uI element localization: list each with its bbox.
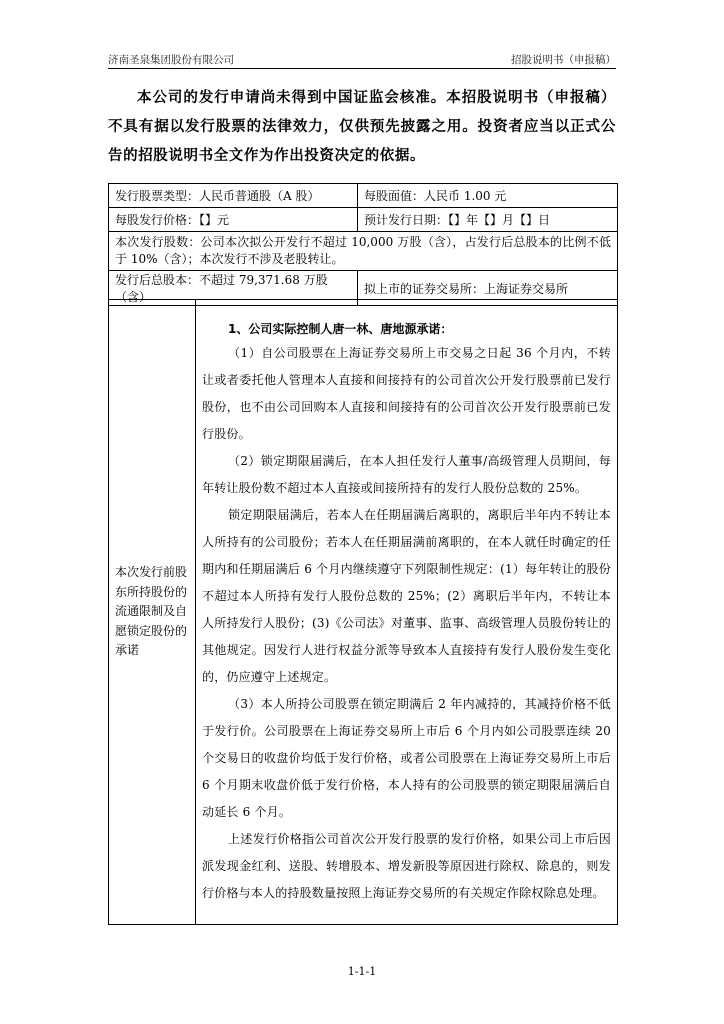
disclaimer-notice: 本公司的发行申请尚未得到中国证监会核准。本招股说明书（申报稿）不具有据以发行股票的法律效力，仅供预先披露之用。投资者应当以正式公告的招股说明书全文作为作出投资决定的依据。 xyxy=(108,90,616,164)
header-divider xyxy=(108,68,616,69)
lockup-content-cell xyxy=(196,300,618,925)
commitment-paragraph: （1）自公司股票在上海证券交易所上市交易之日起 36 个月内，不转让或者委托他人管理本人直接和间接持有的公司首次公开发行股票前已发行股份，也不由公司回购本人直接和间接持有的公司首次公开发行股票前已发行股份。 xyxy=(202,345,611,441)
lockup-label-cell: 本次发行前股东所持股份的流通限制及自愿锁定股份的承诺 xyxy=(109,300,196,925)
table-row xyxy=(109,208,618,232)
table-row xyxy=(109,300,618,925)
commitment-paragraph: （3）本人所持公司股票在锁定期满后 2 年内减持的，其减持价格不低于发行价。公司股票在上海证券交易所上市后 6 个月内如公司股票连续 20 个交易日的收盘价均低于发行价格，或者公司股票在上海证券交易所上市后 6 个月期末收盘价低于发行价格，本人持有的公司股票的锁定期限届满后自动延长 6 个月。 xyxy=(202,696,611,819)
stock-type-cell: 发行股票类型：人民币普通股（A 股） xyxy=(109,184,358,208)
company-name: 济南圣泉集团股份有限公司 xyxy=(108,54,234,66)
exchange-cell: 拟上市的证券交易所：上海证券交易所 xyxy=(358,271,618,306)
commitment-paragraph: 锁定期限届满后，若本人在任期届满后离职的，离职后半年内不转让本人所持有的公司股份；若本人在任期届满前离职的，在本人就任时确定的任期内和任期届满后 6 个月内继续遵守下列限制性规定：(1）每年转让的股份不超过本人所持有发行人股份总数的 25%；(2）离职后半年内，不转让本人所持发行人股份；(3)《公司法》对董事、监事、高级管理人员股份转让的其他规定。因发行人进行权益分派等导致本人直接持有发行人股份发生变化的，仍应遵守上述规定。 xyxy=(202,507,611,684)
commitment-paragraph: 上述发行价格指公司首次公开发行股票的发行价格，如果公司上市后因派发现金红利、送股、转增股本、增发新股等原因进行除权、除息的，则发行价格与本人的持股数量按照上海证券交易所的有关规定作除权除息处理。 xyxy=(202,831,611,900)
total-shares-cell: 发行后总股本：不超过 79,371.68 万股（含） xyxy=(109,271,358,306)
issue-shares-text: 本次发行股数：公司本次拟公开发行不超过 10,000 万股（含），占发行后总股本的比例不低于 10%（含）；本次发行不涉及老股转让。 xyxy=(115,234,611,266)
lockup-commitment-table xyxy=(108,299,618,925)
offering-summary-table xyxy=(108,183,618,306)
document-type: 招股说明书（申报稿） xyxy=(511,54,616,66)
issue-date-cell: 预计发行日期：【】年【】月【】日 xyxy=(358,208,618,232)
page-header xyxy=(108,50,616,70)
issue-shares-cell xyxy=(109,232,618,271)
page-number: 1-1-1 xyxy=(347,965,377,978)
commitment-title: 1、公司实际控制人唐一林、唐地源承诺： xyxy=(228,321,453,336)
issue-price-cell: 每股发行价格：【】元 xyxy=(109,208,358,232)
commitment-paragraph: （2）锁定期限届满后，在本人担任发行人董事/高级管理人员期间，每年转让股份数不超过本人直接或间接所持有的发行人股份总数的 25%。 xyxy=(202,453,611,495)
par-value-cell: 每股面值：人民币 1.00 元 xyxy=(358,184,618,208)
table-row xyxy=(109,184,618,208)
table-row xyxy=(109,232,618,271)
